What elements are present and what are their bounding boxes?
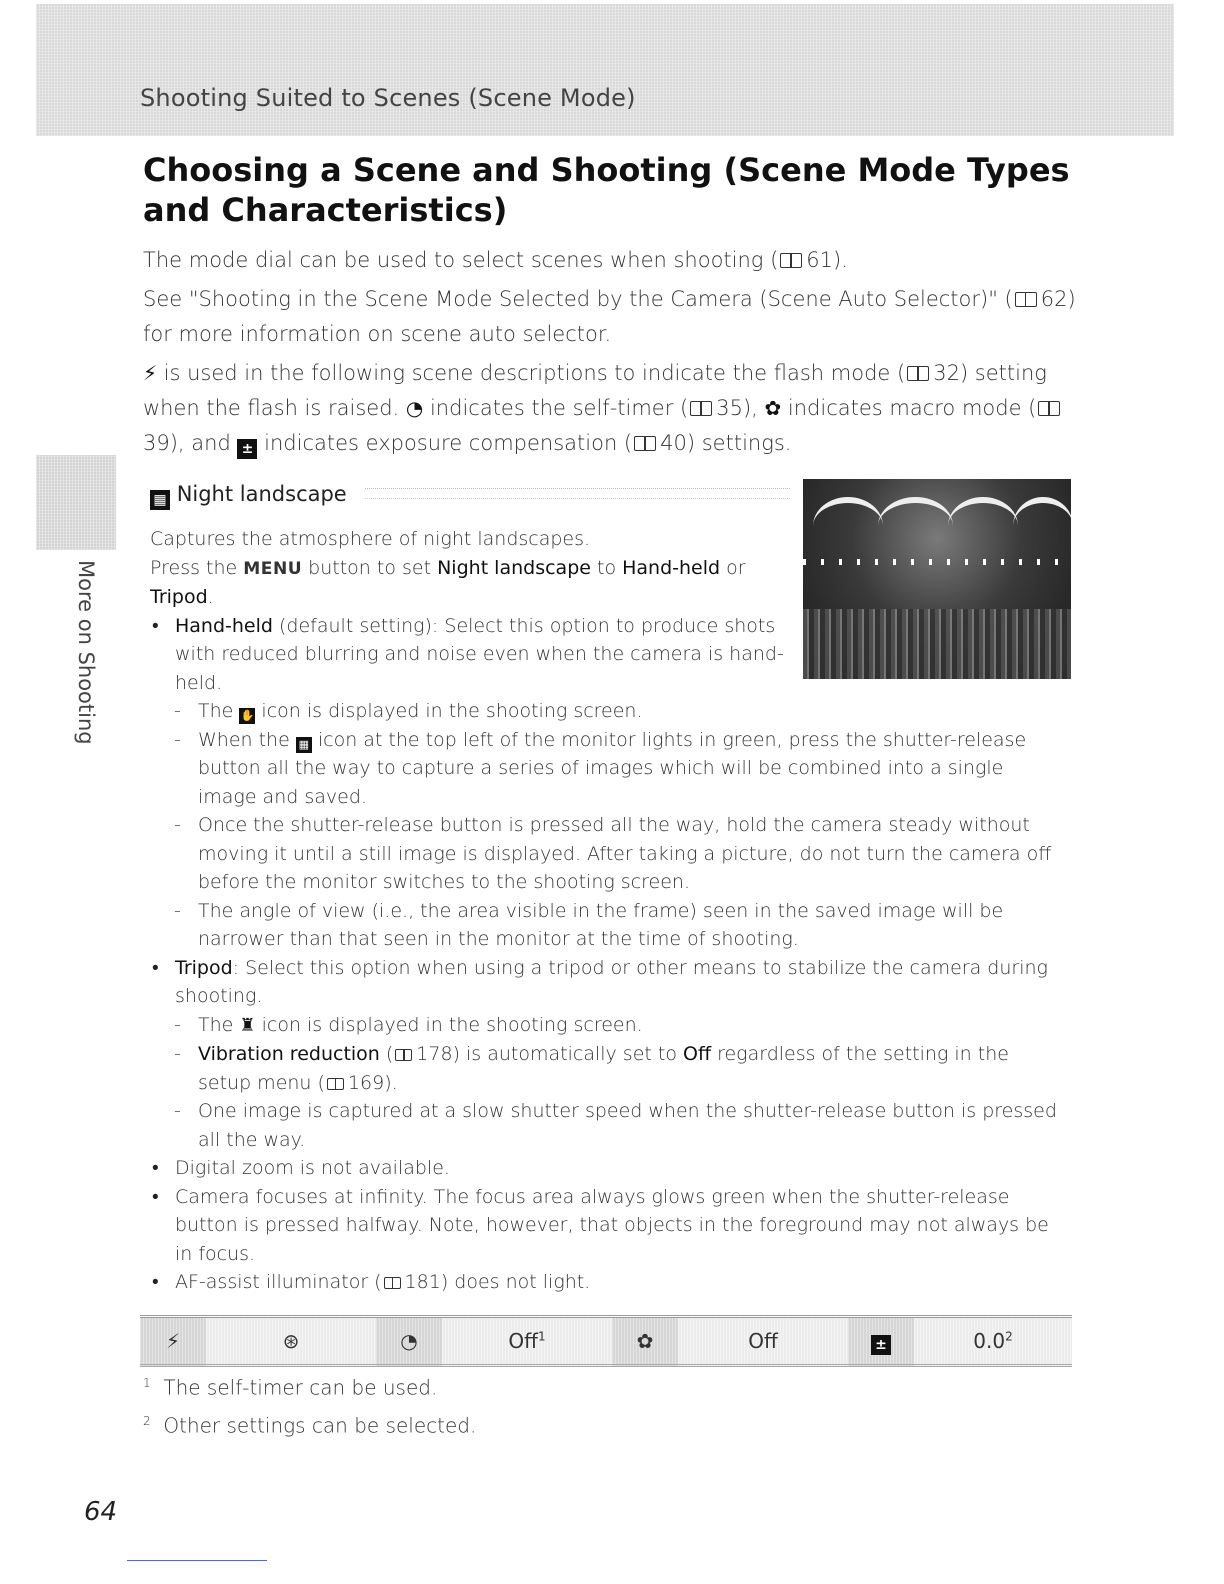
sub-list-item: - The angle of view (i.e., the area visible in the frame) seen in the saved image will be narrower than that seen in the monitor at the time of shooting. [150,897,1060,954]
self-timer-icon: ◔ [405,396,424,420]
book-reference-icon [395,1049,412,1061]
page-reference-link[interactable]: 35 [716,396,743,420]
sub-list-item: - When the ▦ icon at the top left of the monitor lights in green, press the shutter-release button all the way to capture a series of images which will be combined into a single image and saved. [150,726,1060,812]
book-reference-icon [384,1277,401,1289]
list-item: • Digital zoom is not available. [150,1154,1060,1183]
page-title: Choosing a Scene and Shooting (Scene Mode Types and Characteristics) [143,151,1070,229]
section-title: Shooting Suited to Scenes (Scene Mode) [140,84,636,112]
flash-setting-value: ⊛ [206,1317,376,1366]
list-item: • Camera focuses at infinity. The focus area always glows green when the shutter-release button is pressed halfway. Note, however, that objects in the foreground may not always be in focus. [150,1183,1060,1269]
flash-icon: ⚡ [143,361,157,385]
divider [365,498,790,499]
footnote-marker: 2 [1005,1329,1013,1344]
book-reference-icon [690,401,712,416]
tripod-icon: ♜ [239,1014,256,1036]
book-reference-icon [907,366,929,381]
footnote-2: $^2$ Other settings can be selected. [143,1413,477,1438]
sub-list-item: - The ♜ icon is displayed in the shooting screen. [150,1011,1060,1041]
exposure-compensation-icon: ± [237,439,257,459]
sub-list-item: - One image is captured at a slow shutter speed when the shutter-release button is pressed all the way. [150,1097,1060,1154]
scene-line-1: Captures the atmosphere of night landscapes. [150,528,591,550]
exposure-compensation-icon: ± [871,1335,891,1355]
scene-heading [150,482,790,510]
hand-held-icon: ✋ [240,709,255,722]
self-timer-setting-value: Off$^1$ [442,1317,612,1366]
page-reference-link[interactable]: 62 [1040,287,1068,311]
book-reference-icon [327,1078,344,1090]
side-tab-label: More on Shooting [74,560,98,745]
night-landscape-icon: ▦ [150,490,170,510]
macro-setting-value: Off [678,1317,848,1366]
list-item: • Tripod: Select this option when using a tripod or other means to stabilize the camera during shooting. [150,954,1060,1011]
macro-icon: ✿ [764,396,782,420]
page-reference-link[interactable]: 61 [806,248,834,272]
intro-paragraph-2: See "Shooting in the Scene Mode Selected by the Camera (Scene Auto Selector)" ( 62) for more information on scene auto selector. [143,287,1076,346]
header-band [36,4,1174,136]
settings-table [140,1315,1072,1367]
scene-description [150,525,1060,1297]
list-item: • AF-assist illuminator ( 181) does not light. [150,1268,1060,1297]
scene-line-2: Press the MENU button to set Night landscape to Hand-held or Tripod. [150,556,746,608]
exposure-setting-value: $0.0^2$ [914,1317,1072,1366]
sub-list-item: - Once the shutter-release button is pressed all the way, hold the camera steady without moving it until a still image is displayed. After taking a picture, do not turn the camera off before the monitor switches to the shooting screen. [150,811,1060,897]
page-number: 64 [84,1497,118,1527]
footnote-1: $^1$ The self-timer can be used. [143,1375,438,1400]
page-reference-link[interactable]: 39 [143,431,170,455]
side-tab [36,455,116,550]
divider [127,1560,267,1561]
menu-button-label: MENU [243,558,303,579]
footnotes [143,1367,476,1442]
self-timer-icon: ◔ [376,1317,442,1366]
page-reference-link[interactable]: 169 [347,1071,385,1094]
table-row [140,1317,1072,1366]
book-reference-icon [780,253,802,268]
intro [143,243,1083,465]
page-reference-link[interactable]: 178 [416,1043,453,1065]
page-reference-link[interactable]: 40 [660,431,687,455]
book-reference-icon [634,436,656,451]
intro-paragraph-3: ⚡ is used in the following scene descriptions to indicate the flash mode ( 32) setting when the flash is raised. ◔ indicates the self-timer ( 35), ✿ indicates macro mode (39), and ± indicates exposure compensation ( 40) settings. [143,356,1083,461]
list-item: • Hand-held (default setting): Select this option to produce shots with reduced blurring and noise even when the camera is hand-held. [150,612,815,698]
divider [365,488,790,489]
intro-paragraph-1: The mode dial can be used to select scenes when shooting ( 61). [143,248,848,272]
flash-icon: ⚡ [140,1317,206,1366]
macro-icon: ✿ [612,1317,678,1366]
page-reference-link[interactable]: 181 [404,1271,441,1293]
footnote-marker: 1 [537,1329,546,1344]
page-reference-link[interactable]: 32 [933,361,960,385]
sub-list-item: - Vibration reduction ( 178) is automatically set to Off regardless of the setting in the setup menu ( 169). [150,1040,1060,1097]
scene-name: Night landscape [176,482,347,506]
book-reference-icon [1015,292,1037,307]
exposure-compensation-icon [848,1317,914,1366]
night-landscape-icon: ▦ [296,737,312,753]
book-reference-icon [1038,401,1060,416]
sub-list-item: - The ✋ icon is displayed in the shooting screen. [150,697,1060,726]
